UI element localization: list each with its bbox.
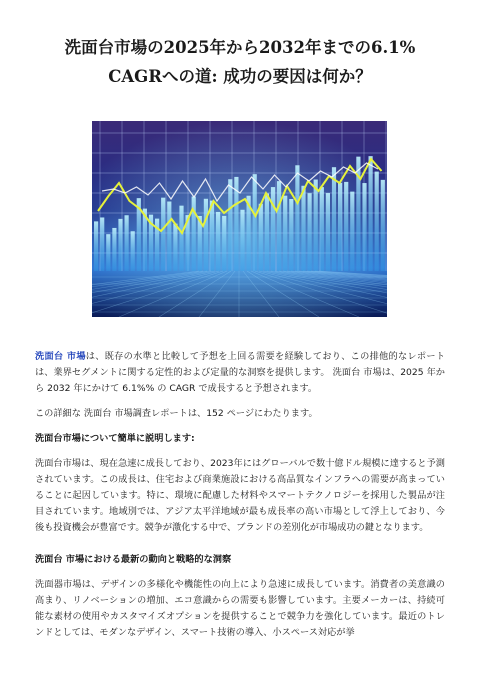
intro-paragraph <box>35 349 445 397</box>
report-pages-paragraph: この詳細な 洗面台 市場調査レポートは、152 ページにわたります。 <box>35 408 318 419</box>
stock-chart-illustration <box>92 121 387 317</box>
market-link[interactable]: 洗面台 市場 <box>35 351 86 362</box>
hero-image <box>92 121 387 317</box>
intro-text: は、既存の水準と比較して予想を上回る需要を経験しており、この排他的なレポートは、業界セグメントに関する定性的および定量的な洞察を提供します。 洗面台 市場は、2025 年から 2032 年にかけて 6.1%% の CAGR で成長すると予想されます。 <box>35 351 446 394</box>
overview-paragraph: 洗面台市場は、現在急速に成長しており、2023年にはグローバルで数十億ドル規模に達すると予測されています。この成長は、住宅および商業施設における高品質なインフラへの需要が高まっていることに起因しています。特に、環境に配慮した材料やスマートテクノロジーを採用した製品が注目されています。地域別では、アジア太平洋地域が最も成長率の高い市場として浮上しており、今後も投資機会が豊富です。競争が激化する中で、ブランドの差別化が市場成功の鍵となります。 <box>35 458 445 533</box>
section-heading-overview: 洗面台市場について簡単に説明します: <box>35 433 195 444</box>
trends-paragraph: 洗面器市場は、デザインの多様化や機能性の向上により急速に成長しています。消費者の美意識の高まり、リノベーションの増加、エコ意識からの需要も影響しています。主要メーカーは、持続可能な素材の使用やカスタマイズオプションを提供することで競争力を強化しています。最近のトレンドとしては、モダンなデザイン、スマート技術の導入、小スペース対応が挙 <box>35 579 445 638</box>
section-heading-trends: 洗面台 市場における最新の動向と戦略的な洞察 <box>35 554 232 565</box>
page-title: 洗面台市場の2025年から2032年までの6.1% CAGRへの道: 成功の要因は何か？ <box>64 38 416 86</box>
